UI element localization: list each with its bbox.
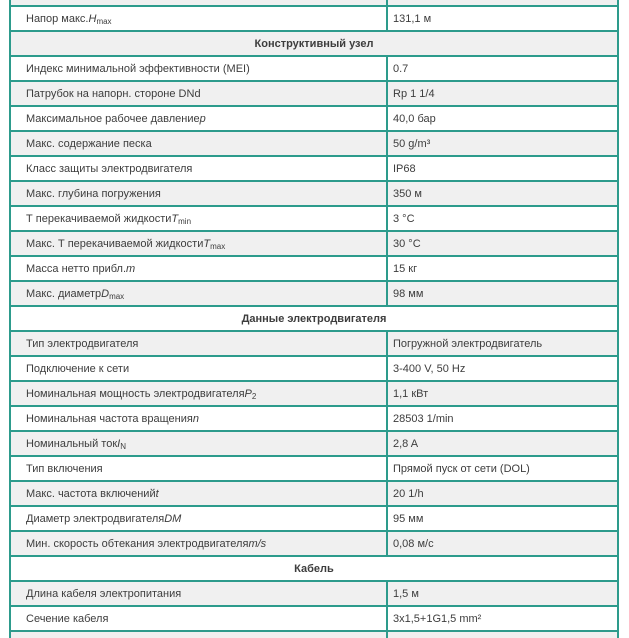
spec-value: 350 м — [393, 187, 422, 200]
table-row — [11, 332, 617, 357]
spec-value: 28503 1/min — [393, 412, 454, 425]
spec-label — [11, 532, 388, 555]
spec-value: Погружной электродвигатель — [393, 337, 543, 350]
spec-label-text: Макс. частота включений — [26, 487, 156, 500]
table-row — [11, 57, 617, 82]
table-row — [11, 107, 617, 132]
spec-label-text: Макс. диаметр — [26, 287, 102, 300]
spec-label-symbol: m/s — [248, 537, 267, 550]
section-header-row — [11, 32, 617, 57]
spec-label-symbol: DM — [164, 512, 182, 525]
spec-label-symbol: m — [126, 262, 136, 275]
spec-label-symbol: D — [101, 287, 110, 300]
spec-value: 3 °C — [393, 212, 415, 225]
spec-label — [11, 482, 388, 505]
table-row — [11, 157, 617, 182]
spec-label — [11, 107, 388, 130]
spec-label-text: Индекс минимальной эффективности (MEI) — [26, 62, 250, 75]
spec-label-symbol: max — [210, 242, 226, 251]
spec-value: 131,1 м — [393, 12, 432, 25]
spec-label-text: Максимальное рабочее давление — [26, 112, 200, 125]
spec-label-text: Макс. Т перекачиваемой жидкости — [26, 237, 204, 250]
spec-value: 30 °C — [393, 237, 421, 250]
spec-label — [11, 157, 388, 180]
section-title: Кабель — [294, 562, 334, 575]
spec-value: 50 g/m³ — [393, 137, 431, 150]
table-row — [11, 607, 617, 632]
table-row — [11, 432, 617, 457]
spec-value: 95 мм — [393, 512, 424, 525]
spec-label-symbol: T — [203, 237, 211, 250]
spec-label — [11, 182, 388, 205]
spec-value: 2,8 A — [393, 437, 419, 450]
spec-label-symbol: t — [155, 487, 159, 500]
spec-label-symbol: I — [117, 437, 121, 450]
spec-value: 98 мм — [393, 287, 424, 300]
section-title: Данные электродвигателя — [241, 312, 387, 325]
spec-label — [11, 382, 388, 405]
spec-label — [11, 232, 388, 255]
spec-label-text: Номинальный ток — [26, 437, 118, 450]
table-row — [11, 382, 617, 407]
table-row — [11, 232, 617, 257]
spec-label — [11, 257, 388, 280]
spec-label-symbol: max — [96, 17, 112, 26]
spec-label-text: Мин. скорость обтекания электродвигателя — [26, 537, 249, 550]
spec-value: 15 кг — [393, 262, 418, 275]
spec-label-text: Т перекачиваемой жидкости — [26, 212, 172, 225]
spec-value: 3-400 V, 50 Hz — [393, 362, 466, 375]
table-row — [11, 457, 617, 482]
table-row — [11, 532, 617, 557]
spec-label-text: Подключение к сети — [26, 362, 130, 375]
spec-label — [11, 7, 388, 30]
spec-label-symbol: N — [120, 442, 126, 451]
spec-label-text: Макс. содержание песка — [26, 137, 152, 150]
spec-label-symbol: p — [199, 112, 206, 125]
table-row — [11, 582, 617, 607]
table-row — [11, 257, 617, 282]
spec-label — [11, 57, 388, 80]
spec-label-symbol: n — [192, 412, 199, 425]
spec-label-symbol: 2 — [251, 392, 257, 401]
spec-label — [11, 607, 388, 630]
spec-label — [11, 632, 388, 638]
spec-label-text: Тип электродвигателя — [26, 337, 139, 350]
spec-label — [11, 82, 388, 105]
spec-label-symbol: min — [178, 217, 192, 226]
table-row — [11, 82, 617, 107]
spec-label-text: Напор макс. — [26, 12, 89, 25]
spec-label-text: Масса нетто прибл. — [26, 262, 127, 275]
spec-label-symbol: H — [88, 12, 97, 25]
spec-value: 0.7 — [393, 62, 409, 75]
spec-label-text: Патрубок на напорн. стороне DNd — [26, 87, 201, 100]
spec-label — [11, 432, 388, 455]
section-header-row — [11, 307, 617, 332]
spec-value: Прямой пуск от сети (DOL) — [393, 462, 530, 475]
table-row — [11, 282, 617, 307]
spec-label — [11, 282, 388, 305]
spec-label — [11, 332, 388, 355]
spec-label-text: Номинальная мощность электродвигателя — [26, 387, 245, 400]
table-row — [11, 7, 617, 32]
table-row — [11, 482, 617, 507]
partial-row — [11, 632, 617, 638]
spec-label — [11, 457, 388, 480]
spec-value: Rp 1 1/4 — [393, 87, 435, 100]
spec-label-text: Тип включения — [26, 462, 103, 475]
spec-value — [388, 0, 617, 5]
table-row — [11, 407, 617, 432]
spec-value: IP68 — [393, 162, 416, 175]
spec-label — [11, 507, 388, 530]
section-header-row — [11, 557, 617, 582]
spec-label — [11, 207, 388, 230]
spec-value — [388, 632, 617, 638]
table-row — [11, 507, 617, 532]
spec-label-symbol: P — [244, 387, 252, 400]
table-row — [11, 132, 617, 157]
spec-value: 1,5 м — [393, 587, 419, 600]
table-row — [11, 182, 617, 207]
spec-value: 40,0 бар — [393, 112, 436, 125]
spec-label-text: Класс защиты электродвигателя — [26, 162, 193, 175]
spec-label — [11, 407, 388, 430]
spec-label-symbol: T — [171, 212, 179, 225]
spec-table — [9, 0, 619, 638]
section-title: Конструктивный узел — [254, 37, 374, 50]
spec-label-text: Диаметр электродвигателя — [26, 512, 165, 525]
spec-label — [11, 357, 388, 380]
spec-label-symbol: max — [109, 292, 125, 301]
spec-label-text: Номинальная частота вращения — [26, 412, 193, 425]
spec-value: 0,08 м/с — [393, 537, 434, 550]
spec-label — [11, 582, 388, 605]
spec-label-text: Макс. глубина погружения — [26, 187, 161, 200]
spec-value: 20 1/h — [393, 487, 424, 500]
spec-value: 1,1 кВт — [393, 387, 429, 400]
spec-label — [11, 132, 388, 155]
table-row — [11, 207, 617, 232]
spec-value: 3x1,5+1G1,5 mm² — [393, 612, 482, 625]
spec-label — [11, 0, 388, 5]
spec-label-text: Сечение кабеля — [26, 612, 109, 625]
table-row — [11, 357, 617, 382]
partial-row — [11, 0, 617, 7]
spec-label-text: Длина кабеля электропитания — [26, 587, 182, 600]
